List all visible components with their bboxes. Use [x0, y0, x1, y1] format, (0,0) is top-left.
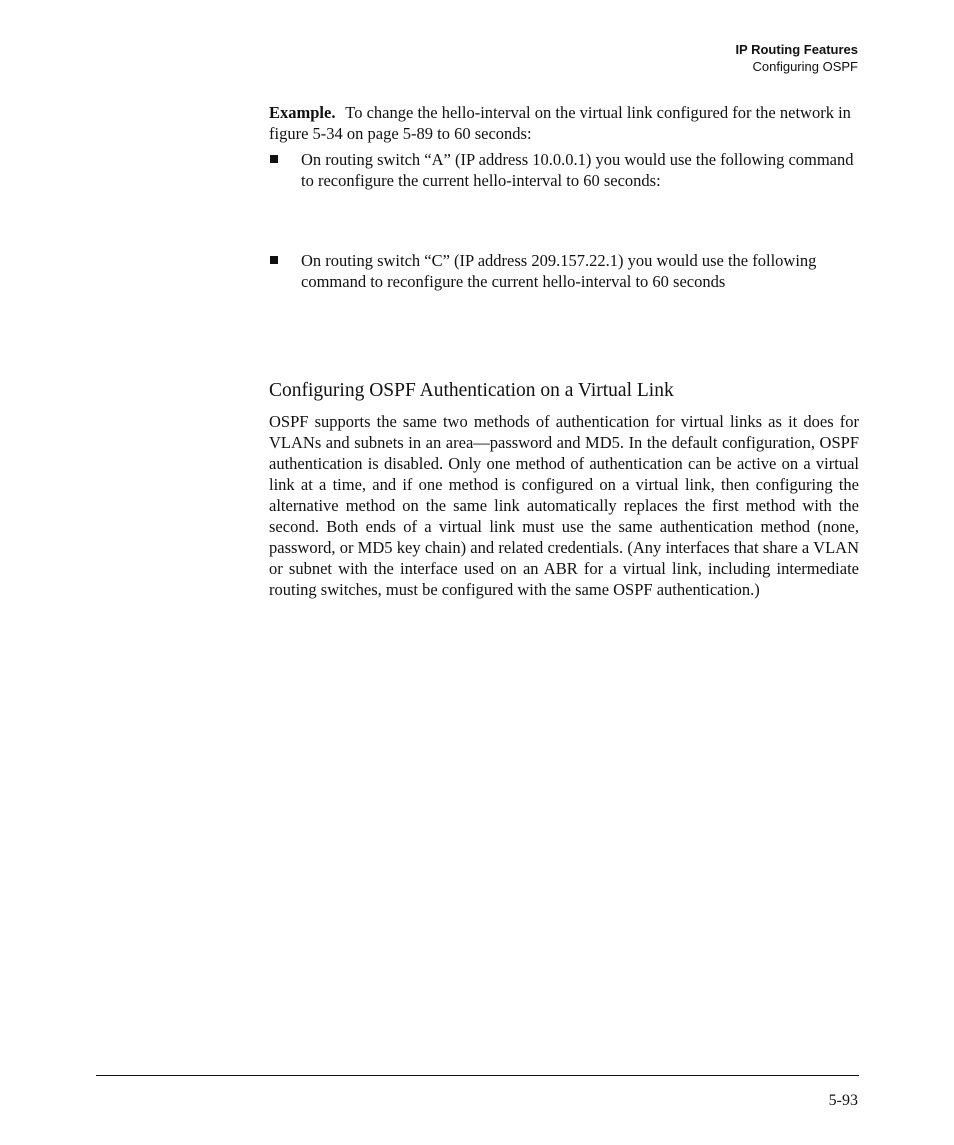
square-bullet-icon — [270, 256, 278, 264]
footer-divider — [96, 1075, 859, 1076]
example-intro: To change the hello-interval on the virtual link configured for the network in figure 5-34 on page 5-89 to 60 seconds: — [269, 103, 851, 143]
list-item-text: On routing switch “C” (IP address 209.157.22.1) you would use the following command to reconfigure the current hello-interval to 60 seconds — [301, 251, 817, 291]
section-heading: Configuring OSPF Authentication on a Virtual Link — [269, 380, 674, 401]
example-label: Example. — [269, 103, 336, 122]
main-content — [269, 102, 859, 600]
chapter-title: IP Routing Features — [735, 42, 858, 57]
section-body: OSPF supports the same two methods of authentication for virtual links as it does for VLANs and subnets in an area—password and MD5. In the default configuration, OSPF authentication is disabled. Only one method of authentication can be active on a virtual link at a time, and if one method is configured on a virtual link, then configuring the alternative method on the same link automatically replaces the first method with the second. Both ends of a virtual link must use the same authentication method (none, password, or MD5 key chain) and related credentials. (Any interfaces that share a VLAN or subnet with the interface used on an ABR for a virtual link, including intermediate routing switches, must be configured with the same OSPF authentication.) — [269, 412, 859, 599]
example-paragraph — [269, 102, 859, 144]
page-number: 5-93 — [828, 1092, 858, 1109]
list-item-text: On routing switch “A” (IP address 10.0.0.1) you would use the following command to reconfigure the current hello-interval to 60 seconds: — [301, 150, 854, 190]
square-bullet-icon — [270, 155, 278, 163]
section-title: Configuring OSPF — [752, 59, 858, 74]
running-header — [735, 41, 858, 75]
list-item — [269, 250, 859, 292]
list-item — [269, 149, 859, 191]
example-bullet-list — [269, 149, 859, 292]
